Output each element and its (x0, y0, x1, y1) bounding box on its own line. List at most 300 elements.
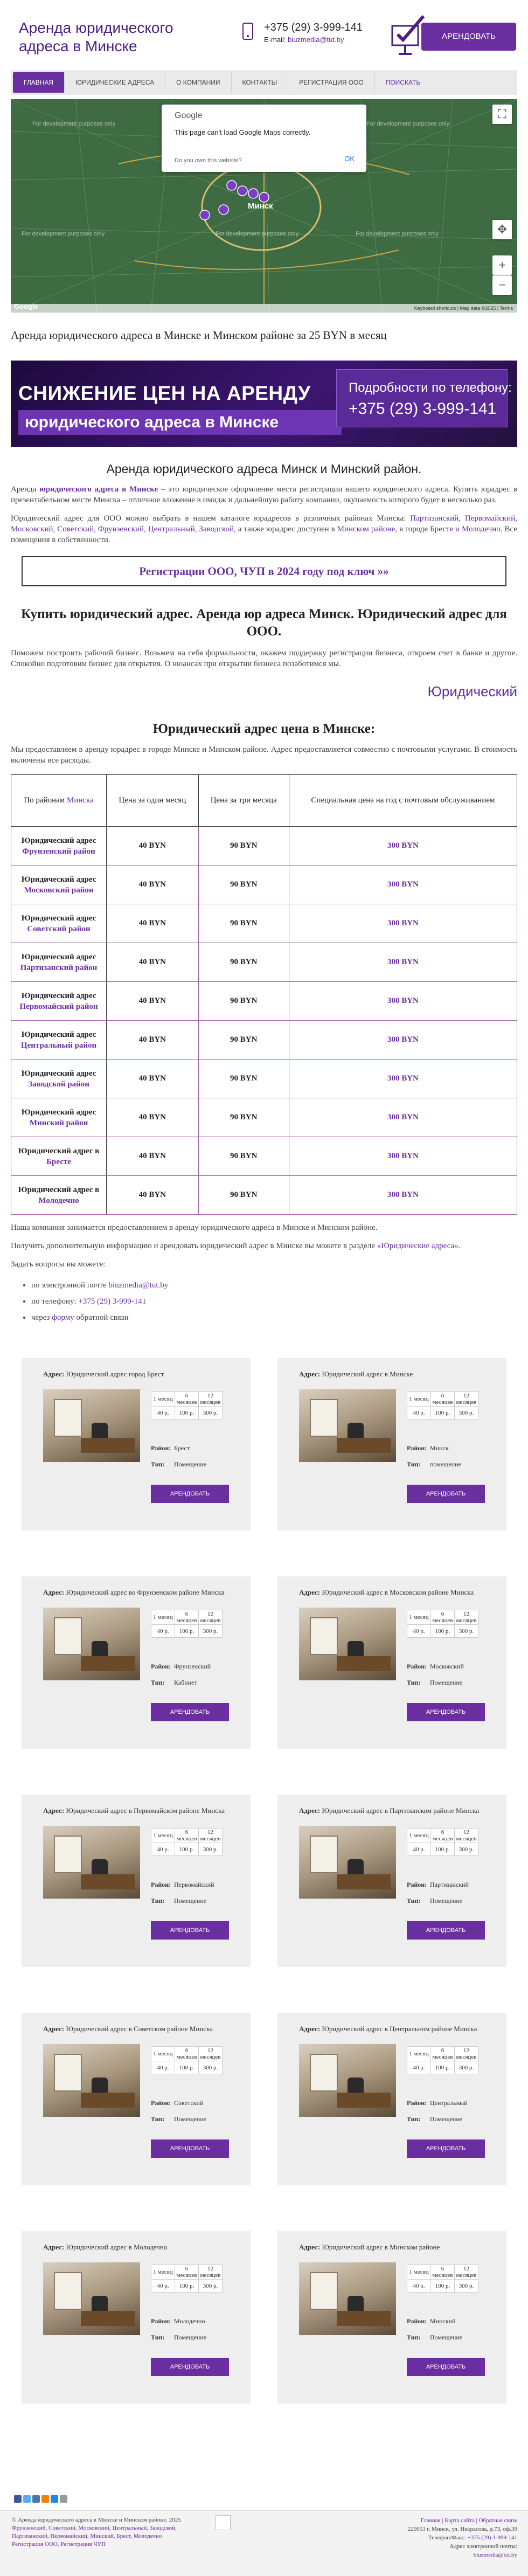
card-price-table (407, 1610, 478, 1638)
address-card[interactable] (22, 2013, 251, 2185)
photo-desk (81, 1874, 135, 1889)
text: , в городе (395, 525, 430, 534)
district-link[interactable]: Советский район (27, 924, 91, 933)
period-header: 6 месяцев (175, 1392, 199, 1407)
card-price-table (151, 1828, 223, 1856)
card-title (43, 2025, 213, 2033)
office-photo[interactable] (299, 1389, 396, 1462)
price-cell: 300 р. (199, 1407, 223, 1419)
table-row (407, 2280, 478, 2293)
card-type (151, 1679, 197, 1687)
price-cell: 40 р. (407, 1625, 431, 1638)
text: Юридический адрес (21, 952, 96, 961)
office-photo[interactable] (43, 1389, 140, 1462)
district-link[interactable]: Первомайский район (19, 1002, 98, 1011)
district-link[interactable]: Партизанский район (20, 963, 98, 972)
main-nav (11, 70, 517, 95)
nav-registration[interactable]: РЕГИСТРАЦИЯ ООО (288, 72, 374, 93)
price-cell: 100 р. (431, 2061, 455, 2074)
office-photo[interactable] (299, 1608, 396, 1680)
map-dialog-message: This page can't load Google Maps correctly. (175, 128, 311, 136)
column-header-district (11, 775, 107, 827)
nav-about[interactable]: О КОМПАНИИ (165, 72, 231, 93)
footer-email-label: Адрес электронной почты: (449, 2543, 517, 2550)
feedback-form-link[interactable]: форму (52, 1313, 74, 1322)
card-address[interactable]: Юридический адрес в Центральном районе Минска (322, 2025, 477, 2033)
price-month-cell: 40 BYN (107, 904, 198, 943)
price-cell: 300 р. (455, 1407, 478, 1419)
table-row (151, 1610, 223, 1625)
map-dev-label: For development purposes only (22, 231, 105, 237)
card-address-label: Адрес: (43, 2025, 65, 2033)
card-title (43, 1588, 224, 1597)
card-price-table (151, 1610, 223, 1638)
address-card[interactable] (277, 2013, 506, 2185)
phone-link[interactable]: +375 (29) 3-999-141 (78, 1297, 147, 1306)
footer-district-links[interactable]: Фрунзенский, Советский, Московский, Центральный, Заводской, Партизанский, Первомайский, Минский, Брест, Молодечно (12, 2525, 177, 2539)
price-month-cell: 40 BYN (107, 1176, 198, 1215)
card-price-table (151, 2265, 223, 2293)
section3-title: Юридический адрес цена в Минске: (152, 722, 376, 736)
price-year-cell: 300 BYN (289, 1176, 517, 1215)
text: Телефон/Факс: (428, 2535, 468, 2541)
period-header: 12 месяцев (455, 1610, 478, 1625)
price-month-cell: 40 BYN (107, 865, 198, 904)
price-year-cell: 300 BYN (289, 865, 517, 904)
card-type (407, 1897, 462, 1905)
district-cell (11, 982, 107, 1021)
header-phone[interactable]: +375 (29) 3-999-141 (264, 22, 363, 33)
district-value: Минск (430, 1444, 449, 1452)
type-label: Тип: (407, 1679, 421, 1686)
price-cell: 40 р. (151, 1407, 175, 1419)
site-footer (0, 2510, 528, 2576)
address-card[interactable] (22, 1576, 251, 1749)
header-rent-button[interactable]: АРЕНДОВАТЬ (421, 23, 516, 51)
email-label: E-mail: (264, 36, 286, 44)
phone-icon (242, 23, 253, 40)
card-address[interactable]: Юридический адрес в Минске (322, 1370, 413, 1378)
district-label: Район: (407, 2099, 427, 2107)
card-rent-button[interactable]: АРЕНДОВАТЬ (151, 1921, 229, 1940)
card-address-label: Адрес: (299, 1806, 321, 1815)
table-row (407, 1407, 478, 1419)
price-cell: 300 р. (199, 2061, 223, 2074)
type-value: Кабинет (174, 1679, 197, 1686)
district-link[interactable]: Московский район (24, 885, 94, 895)
period-header: 1 месяц (151, 1392, 175, 1407)
minsk-link[interactable]: Минска (67, 796, 94, 805)
card-district (407, 2317, 456, 2325)
map-attribution[interactable]: Keyboard shortcuts | Map data ©2025 | Terms (11, 304, 517, 313)
card-price-table (151, 2046, 223, 2074)
column-header-year: Специальная цена на год с почтовым обслуживанием (289, 775, 517, 827)
site-title[interactable]: Аренда юридического адреса в Минске (19, 19, 173, 54)
district-label: Район: (151, 1444, 171, 1452)
district-label: Район: (407, 1444, 427, 1452)
photo-desk (337, 1874, 391, 1889)
address-card[interactable] (22, 2231, 251, 2404)
footer-copyright: © Аренда юридического адреса в Минске и Минском районе. 2025 (12, 2517, 181, 2523)
district-label: Район: (407, 1663, 427, 1670)
period-header: 1 месяц (407, 2047, 431, 2061)
nav-contacts[interactable]: КОНТАКТЫ (232, 72, 289, 93)
map-dev-label: For development purposes only (216, 231, 299, 237)
footer-right (345, 2516, 517, 2559)
period-header: 6 месяцев (175, 2047, 199, 2061)
section3-paragraph: Мы предоставляем в аренду юрадрес в городе Минске и Минском районе. Адрес предоставляется совместно с почтовыми услугами. В стоимость включены все расходы. (11, 745, 517, 765)
address-card[interactable] (277, 1576, 506, 1749)
list-item (31, 1277, 528, 1293)
text: Юридический адрес в (18, 1146, 100, 1155)
text: По районам (24, 796, 67, 805)
table-row (151, 2265, 223, 2280)
vk-icon[interactable] (32, 2495, 40, 2503)
period-header: 6 месяцев (431, 2265, 455, 2280)
column-header-month: Цена за один месяц (107, 775, 198, 827)
text: обратной связи (74, 1313, 129, 1322)
district-value: Советский (174, 2099, 204, 2107)
period-header: 12 месяцев (199, 2047, 223, 2061)
card-title (43, 1370, 164, 1379)
price-cell: 100 р. (175, 2280, 199, 2293)
price-three-months-cell: 90 BYN (198, 1021, 289, 1060)
type-label: Тип: (407, 1897, 421, 1905)
card-rent-button[interactable]: АРЕНДОВАТЬ (151, 1703, 229, 1721)
district-link[interactable]: Минский район (29, 1118, 88, 1127)
address-card[interactable] (277, 2231, 506, 2404)
district-link[interactable]: Заводской район (28, 1079, 89, 1089)
type-label: Тип: (407, 2115, 421, 2123)
legal-addresses-section-link[interactable]: «Юридические адреса» (377, 1242, 458, 1250)
period-header: 12 месяцев (199, 1829, 223, 1843)
photo-window (310, 1617, 338, 1655)
type-value: Помещение (174, 1897, 207, 1905)
price-cell: 300 р. (199, 2280, 223, 2293)
price-year-cell: 300 BYN (289, 1098, 517, 1137)
table-row (407, 1625, 478, 1638)
district-cell (11, 827, 107, 865)
site-header (0, 0, 528, 64)
district-link[interactable]: Центральный район (20, 1041, 97, 1050)
card-district (151, 2099, 203, 2107)
price-year-cell: 300 BYN (289, 1137, 517, 1176)
period-header: 12 месяцев (199, 1610, 223, 1625)
card-rent-button[interactable]: АРЕНДОВАТЬ (407, 1921, 485, 1940)
card-address[interactable]: Юридический адрес город Брест (66, 1370, 164, 1378)
price-cell: 40 р. (407, 2061, 431, 2074)
office-photo[interactable] (43, 1608, 140, 1680)
card-address[interactable]: Юридический адрес во Фрунзенском районе Минска (66, 1588, 225, 1596)
district-value: Фрунзенский (174, 1663, 211, 1670)
table-row (11, 1176, 517, 1215)
district-cell (11, 1098, 107, 1137)
text: Юридический адрес (21, 991, 96, 1000)
office-photo[interactable] (299, 1826, 396, 1899)
google-map[interactable] (11, 99, 517, 313)
text: Юридический адрес для ООО можно выбрать в нашем каталоге юрадресов в различных районах Минска: (11, 514, 411, 523)
text: Юридический адрес (21, 1107, 96, 1117)
card-rent-button[interactable]: АРЕНДОВАТЬ (151, 2139, 229, 2158)
period-header: 6 месяцев (175, 2265, 199, 2280)
district-label: Район: (407, 2317, 427, 2325)
section2-title: Купить юридический адрес. Аренда юр адреса Минск. Юридический адрес для ООО. (21, 607, 507, 639)
period-header: 12 месяцев (199, 1392, 223, 1407)
district-label: Район: (151, 1663, 171, 1670)
price-cell: 100 р. (175, 1843, 199, 1856)
after-table-paragraph2 (11, 1241, 517, 1251)
footer-phone[interactable]: +375 (29) 3-999-141 (467, 2535, 517, 2541)
photo-desk (81, 1656, 135, 1671)
card-address[interactable]: Юридический адрес в Партизанском районе Минска (322, 1806, 480, 1815)
price-cell: 300 р. (455, 1625, 478, 1638)
price-three-months-cell: 90 BYN (198, 943, 289, 982)
card-type (407, 2115, 462, 2123)
address-card[interactable] (277, 1358, 506, 1531)
card-price-table (407, 2046, 478, 2074)
card-address-label: Адрес: (43, 2243, 65, 2251)
district-label: Район: (151, 2317, 171, 2325)
nav-home[interactable]: ГЛАВНАЯ (13, 72, 65, 93)
card-address[interactable]: Юридический адрес в Минском районе (322, 2243, 440, 2251)
footer-left (12, 2516, 195, 2549)
photo-window (310, 1399, 338, 1437)
card-address-label: Адрес: (43, 1370, 65, 1378)
table-row (151, 1625, 223, 1638)
fullscreen-icon[interactable]: ⛶ (492, 105, 512, 124)
odnoklassniki-icon[interactable] (41, 2495, 49, 2503)
price-three-months-cell: 90 BYN (198, 865, 289, 904)
card-address-label: Адрес: (299, 1588, 321, 1596)
address-card[interactable] (277, 1795, 506, 1967)
header-email-link[interactable]: biuzmedia@tut.by (288, 36, 344, 44)
card-title (43, 1806, 225, 1815)
card-address-label: Адрес: (43, 1806, 65, 1815)
type-label: Тип: (151, 1460, 165, 1468)
photo-window (310, 2272, 338, 2310)
address-card[interactable] (22, 1358, 251, 1531)
section1-paragraph2 (11, 513, 517, 545)
photo-desk (337, 2311, 391, 2326)
banner-line2: юридического адреса в Минске (18, 410, 342, 435)
office-photo[interactable] (43, 2044, 140, 2117)
office-photo[interactable] (299, 2044, 396, 2117)
price-cell: 100 р. (431, 2280, 455, 2293)
text: через (31, 1313, 52, 1322)
price-cell: 100 р. (431, 1843, 455, 1856)
card-address[interactable]: Юридический адрес в Молодечно (66, 2243, 168, 2251)
table-row (151, 1829, 223, 1843)
district-label: Район: (407, 1881, 427, 1888)
map-dialog-ok-button[interactable]: OK (344, 155, 355, 163)
twitter-icon[interactable] (23, 2495, 31, 2503)
card-rent-button[interactable]: АРЕНДОВАТЬ (407, 2139, 485, 2158)
photo-desk (337, 1438, 391, 1453)
type-label: Тип: (151, 2115, 165, 2123)
district-link[interactable]: Молодечно (38, 1196, 79, 1205)
after-table-paragraph1: Наша компания занимается предоставлением в аренду юридического адреса в Минске и Минском районе. (11, 1223, 378, 1232)
table-row (151, 2061, 223, 2074)
card-district (407, 2099, 468, 2107)
card-district (151, 1444, 190, 1452)
list-item (31, 1293, 528, 1310)
period-header: 6 месяцев (431, 1829, 455, 1843)
address-cards-grid (0, 1358, 528, 2452)
table-row (11, 865, 517, 904)
card-rent-button[interactable]: АРЕНДОВАТЬ (151, 1485, 229, 1503)
map-dialog-question[interactable]: Do you own this website? (175, 157, 242, 164)
card-address[interactable]: Юридический адрес в Советском районе Минска (66, 2025, 213, 2033)
price-cell: 100 р. (175, 2061, 199, 2074)
office-photo[interactable] (43, 1826, 140, 1899)
card-district (407, 1663, 464, 1671)
minsk-district-link[interactable]: Минском районе (337, 525, 395, 534)
price-cell: 300 р. (455, 2280, 478, 2293)
period-header: 1 месяц (151, 1610, 175, 1625)
price-three-months-cell: 90 BYN (198, 827, 289, 865)
price-year-cell: 300 BYN (289, 904, 517, 943)
table-row (11, 827, 517, 865)
card-type (151, 2115, 206, 2123)
table-row (407, 2047, 478, 2061)
text: Юридический адрес (21, 836, 96, 845)
section2-paragraph: Поможем построить рабочий бизнес. Возьмем на себя формальности, окажем поддержку регистрации бизнеса, откроем счет в банке и другое. Спокойно подготовим бизнес для открытия. О нюансах при открытии бизнеса позаботимся мы. (11, 649, 517, 668)
price-three-months-cell: 90 BYN (198, 1060, 289, 1098)
office-photo[interactable] (43, 2262, 140, 2335)
table-row (407, 1843, 478, 1856)
card-address[interactable]: Юридический адрес в Первомайском районе Минска (66, 1806, 225, 1815)
price-month-cell: 40 BYN (107, 982, 198, 1021)
type-value: Помещение (174, 1460, 207, 1468)
price-cell: 100 р. (175, 1625, 199, 1638)
mail-icon[interactable] (51, 2495, 58, 2503)
card-title (299, 1588, 474, 1597)
zoom-out-button[interactable]: − (492, 275, 512, 295)
period-header: 6 месяцев (175, 1829, 199, 1843)
price-three-months-cell: 90 BYN (198, 982, 289, 1021)
card-title (299, 1370, 413, 1379)
period-header: 1 месяц (407, 1829, 431, 1843)
type-value: Помещение (430, 2333, 463, 2341)
table-row (407, 1610, 478, 1625)
pegman-icon[interactable]: ✥ (492, 220, 512, 239)
price-cell: 40 р. (407, 1407, 431, 1419)
text: Получить дополнительную информацию и арендовать юридический адрес в Минске вы можете в разделе (11, 1242, 377, 1250)
banner-box-phone: +375 (29) 3-999-141 (349, 400, 497, 418)
price-three-months-cell: 90 BYN (198, 1098, 289, 1137)
price-three-months-cell: 90 BYN (198, 1137, 289, 1176)
section1-title: Аренда юридического адреса Минск и Минский район. (106, 462, 422, 476)
card-price-table (407, 2265, 478, 2293)
counter-badge-icon[interactable] (216, 2515, 231, 2530)
period-header: 12 месяцев (199, 2265, 223, 2280)
text: Юридический адрес в (18, 1185, 100, 1194)
card-district (407, 1444, 449, 1452)
table-row (407, 2265, 478, 2280)
footer-registration-links[interactable]: Регистрация ООО, Регистрация ЧУП (12, 2541, 106, 2547)
price-month-cell: 40 BYN (107, 943, 198, 982)
nav-search[interactable]: ПОИСКАТЬ (385, 79, 421, 86)
legal-address-link[interactable]: юридического адреса в Минске (39, 485, 158, 494)
card-address[interactable]: Юридический адрес в Московском районе Минска (322, 1588, 474, 1596)
brest-molodechno-link[interactable]: Бресте и Молодечно (430, 525, 501, 534)
district-link[interactable]: Бресте (46, 1157, 71, 1166)
district-cell (11, 1060, 107, 1098)
district-value: Центральный (430, 2099, 468, 2107)
footer-nav-links[interactable]: Главная | Карта сайта | Обратная связь (420, 2517, 517, 2524)
card-type (151, 1897, 206, 1905)
promo-banner[interactable] (11, 361, 517, 447)
table-row (11, 1060, 517, 1098)
district-cell (11, 943, 107, 982)
price-three-months-cell: 90 BYN (198, 1176, 289, 1215)
price-cell: 100 р. (431, 1407, 455, 1419)
facebook-icon[interactable] (14, 2495, 22, 2503)
price-year-cell: 300 BYN (289, 982, 517, 1021)
card-type (407, 2333, 462, 2342)
banner-line1: СНИЖЕНИЕ ЦЕН НА АРЕНДУ (18, 382, 311, 404)
district-links[interactable]: Партизанский, Первомайский, Московский, Советский, Фрунзенский, Центральный, Заводской, (11, 514, 517, 534)
district-cell (11, 904, 107, 943)
zoom-in-button[interactable]: + (492, 255, 512, 275)
type-value: помещение (430, 1460, 461, 1468)
card-rent-button[interactable]: АРЕНДОВАТЬ (151, 2358, 229, 2376)
card-district (151, 1663, 211, 1671)
photo-window (54, 1617, 82, 1655)
price-year-cell: 300 BYN (289, 943, 517, 982)
price-month-cell: 40 BYN (107, 1098, 198, 1137)
photo-window (54, 2272, 82, 2310)
text: . Все помещения в собственности. (11, 525, 518, 544)
office-photo[interactable] (299, 2262, 396, 2335)
price-cell: 40 р. (151, 1625, 175, 1638)
table-row (151, 1392, 223, 1407)
district-cell (11, 1137, 107, 1176)
period-header: 6 месяцев (431, 1392, 455, 1407)
district-label: Район: (151, 2099, 171, 2107)
table-row (11, 904, 517, 943)
district-link[interactable]: Фрунзенский район (22, 847, 95, 856)
nav-legal-addresses[interactable]: ЮРИДИЧЕСКИЕ АДРЕСА (65, 72, 165, 93)
price-year-cell: 300 BYN (289, 1021, 517, 1060)
map-dialog-brand: Google (175, 111, 203, 120)
price-cell: 40 р. (151, 2061, 175, 2074)
card-rent-button[interactable]: АРЕНДОВАТЬ (407, 1703, 485, 1721)
card-rent-button[interactable]: АРЕНДОВАТЬ (407, 1485, 485, 1503)
footer-phone-line (345, 2533, 517, 2542)
photo-window (54, 1399, 82, 1437)
price-cell: 300 р. (455, 2061, 478, 2074)
ask-label: Задать вопросы вы можете: (11, 1260, 106, 1269)
district-value: Брест (174, 1444, 190, 1452)
price-cell: 300 р. (455, 1843, 478, 1856)
text: . (458, 1242, 461, 1250)
type-value: Помещение (174, 2115, 207, 2123)
photo-desk (81, 2093, 135, 2108)
table-row (11, 1098, 517, 1137)
photo-desk (337, 1656, 391, 1671)
footer-email[interactable]: biuzmedia@tut.by (473, 2552, 517, 2558)
type-label: Тип: (151, 2333, 165, 2341)
card-rent-button[interactable]: АРЕНДОВАТЬ (407, 2358, 485, 2376)
table-row (11, 1021, 517, 1060)
address-card[interactable] (22, 1795, 251, 1967)
email-link[interactable]: biuzmedia@tut.by (108, 1281, 169, 1290)
district-cell (11, 1176, 107, 1215)
share-icon[interactable] (60, 2495, 67, 2503)
page-heading: Аренда юридического адреса в Минске и Минском районе за 25 BYN в месяц (11, 329, 387, 342)
registration-cta-button[interactable]: Регистрации ООО, ЧУП в 2024 году под ключ »» (22, 556, 506, 586)
